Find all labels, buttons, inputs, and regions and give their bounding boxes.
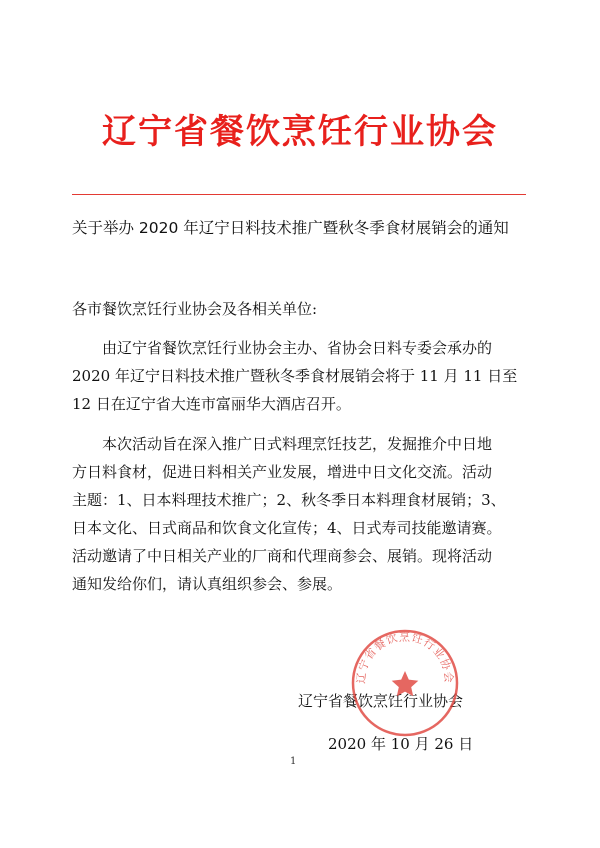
paragraph-line: 由辽宁省餐饮烹饪行业协会主办、省协会日料专委会承办的 — [102, 339, 493, 357]
seal-text: 辽宁省餐饮烹饪行业协会 — [354, 630, 456, 685]
paragraph-line: 2020 年辽宁日料技术推广暨秋冬季食材展销会将于 11 月 11 日至 — [72, 367, 518, 385]
signature-organization: 辽宁省餐饮烹饪行业协会 — [298, 692, 464, 710]
paragraph-line: 主题：1、日本料理技术推广；2、秋冬季日本料理食材展销；3、 — [72, 491, 506, 509]
official-seal-stamp — [349, 627, 461, 739]
organization-header: 辽宁省餐饮烹饪行业协会 — [102, 112, 498, 152]
paragraph-line: 活动邀请了中日相关产业的厂商和代理商参会、展销。现将活动 — [72, 547, 493, 565]
paragraph-event-info — [72, 334, 532, 418]
header-divider — [72, 194, 526, 195]
paragraph-line: 本次活动旨在深入推广日式料理烹饪技艺，发掘推介中日地 — [102, 435, 493, 453]
notice-body — [72, 295, 532, 610]
page-number: 1 — [290, 756, 297, 767]
signature-date: 2020 年 10 月 26 日 — [328, 735, 474, 753]
paragraph-line: 通知发给你们，请认真组织参会、参展。 — [72, 575, 343, 593]
notice-title: 关于举办 2020 年辽宁日料技术推广暨秋冬季食材展销会的通知 — [72, 219, 509, 237]
paragraph-event-themes — [72, 430, 532, 598]
paragraph-line: 日本文化、日式商品和饮食文化宣传；4、日式寿司技能邀请赛。 — [72, 519, 502, 537]
paragraph-line: 方日料食材，促进日料相关产业发展，增进中日文化交流。活动 — [72, 463, 493, 481]
seal-star-icon — [392, 671, 419, 696]
salutation: 各市餐饮烹饪行业协会及各相关单位: — [72, 300, 318, 318]
paragraph-line: 12 日在辽宁省大连市富丽华大酒店召开。 — [72, 395, 351, 413]
